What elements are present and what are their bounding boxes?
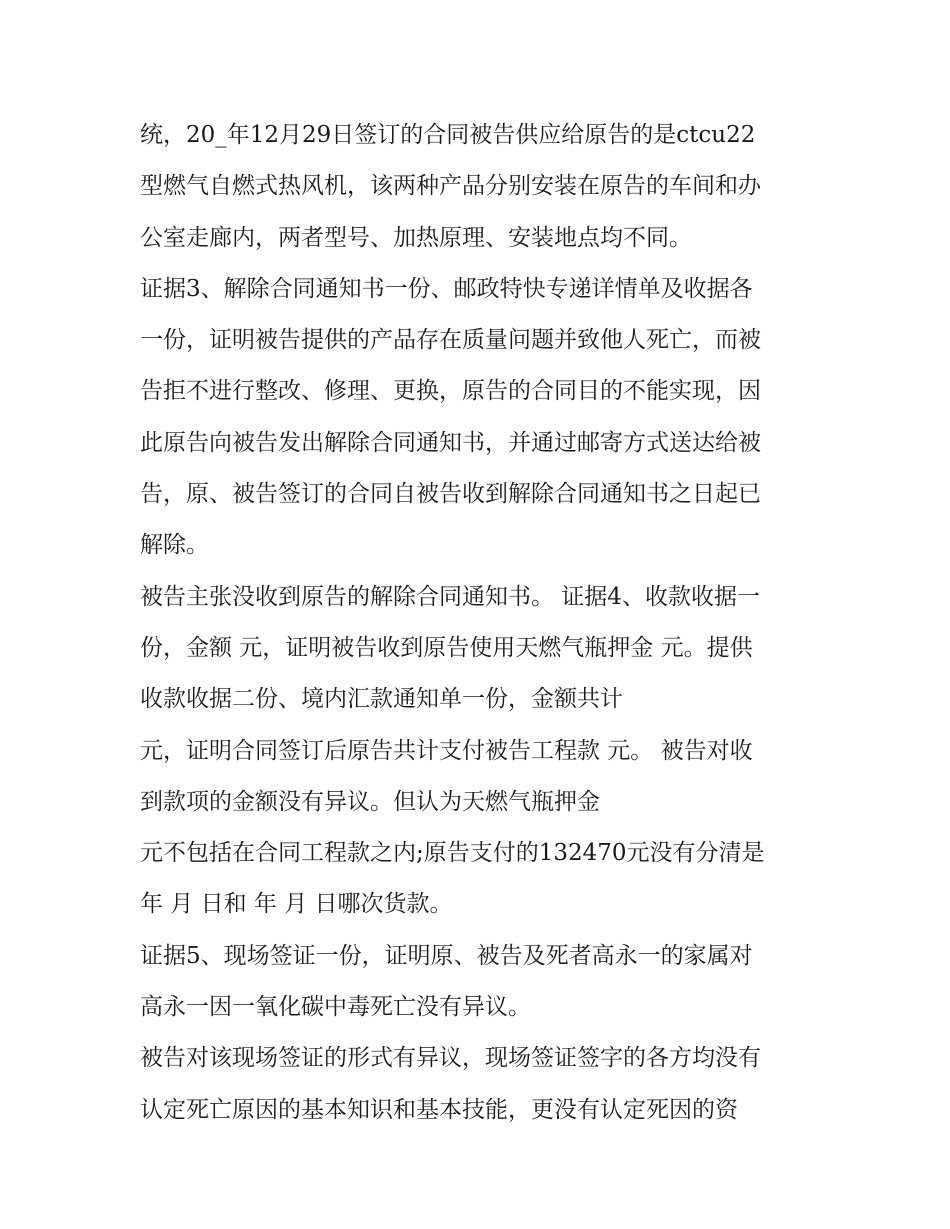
text-line: 公室走廊内，两者型号、加热原理、安装地点均不同。 (140, 224, 692, 251)
text-line: 被告主张没收到原告的解除合同通知书。 证据4、收款收据一 (140, 583, 760, 610)
text-line: 证据3、解除合同通知书一份、邮政特快专递详情单及收据各 (140, 275, 753, 302)
text-line: 被告对该现场签证的形式有异议，现场签证签字的各方均没有 (140, 1045, 761, 1072)
text-line: 告拒不进行整改、修理、更换，原告的合同目的不能实现，因 (140, 378, 761, 405)
text-line: 统，20_年12月29日签订的合同被告供应给原告的是ctcu22 (140, 122, 756, 148)
text-line: 到款项的金额没有异议。但认为天燃气瓶押金 (140, 788, 600, 815)
text-line: 解除。 (140, 532, 209, 559)
text-line: 高永一因一氧化碳中毒死亡没有异议。 (140, 994, 531, 1021)
text-line: 证据5、现场签证一份，证明原、被告及死者高永一的家属对 (140, 942, 753, 969)
text-line: 型燃气自燃式热风机，该两种产品分别安装在原告的车间和办 (140, 173, 761, 200)
text-line: 年 月 日和 年 月 日哪次货款。 (140, 891, 453, 918)
text-line: 元，证明合同签订后原告共计支付被告工程款 元。 被告对收 (140, 737, 753, 764)
text-line: 一份，证明被告提供的产品存在质量问题并致他人死亡，而被 (140, 327, 761, 354)
text-line: 份，金额 元，证明被告收到原告使用天燃气瓶押金 元。提供 (140, 634, 753, 661)
text-line: 收款收据二份、境内汇款通知单一份，金额共计 (140, 686, 623, 713)
text-line: 告，原、被告签订的合同自被告收到解除合同通知书之日起已 (140, 481, 761, 508)
text-line: 认定死亡原因的基本知识和基本技能，更没有认定死因的资 (140, 1096, 738, 1123)
body-text (140, 110, 830, 1136)
text-line: 此原告向被告发出解除合同通知书，并通过邮寄方式送达给被 (140, 429, 761, 456)
text-line: 元不包括在合同工程款之内;原告支付的132470元没有分清是 (140, 840, 765, 867)
